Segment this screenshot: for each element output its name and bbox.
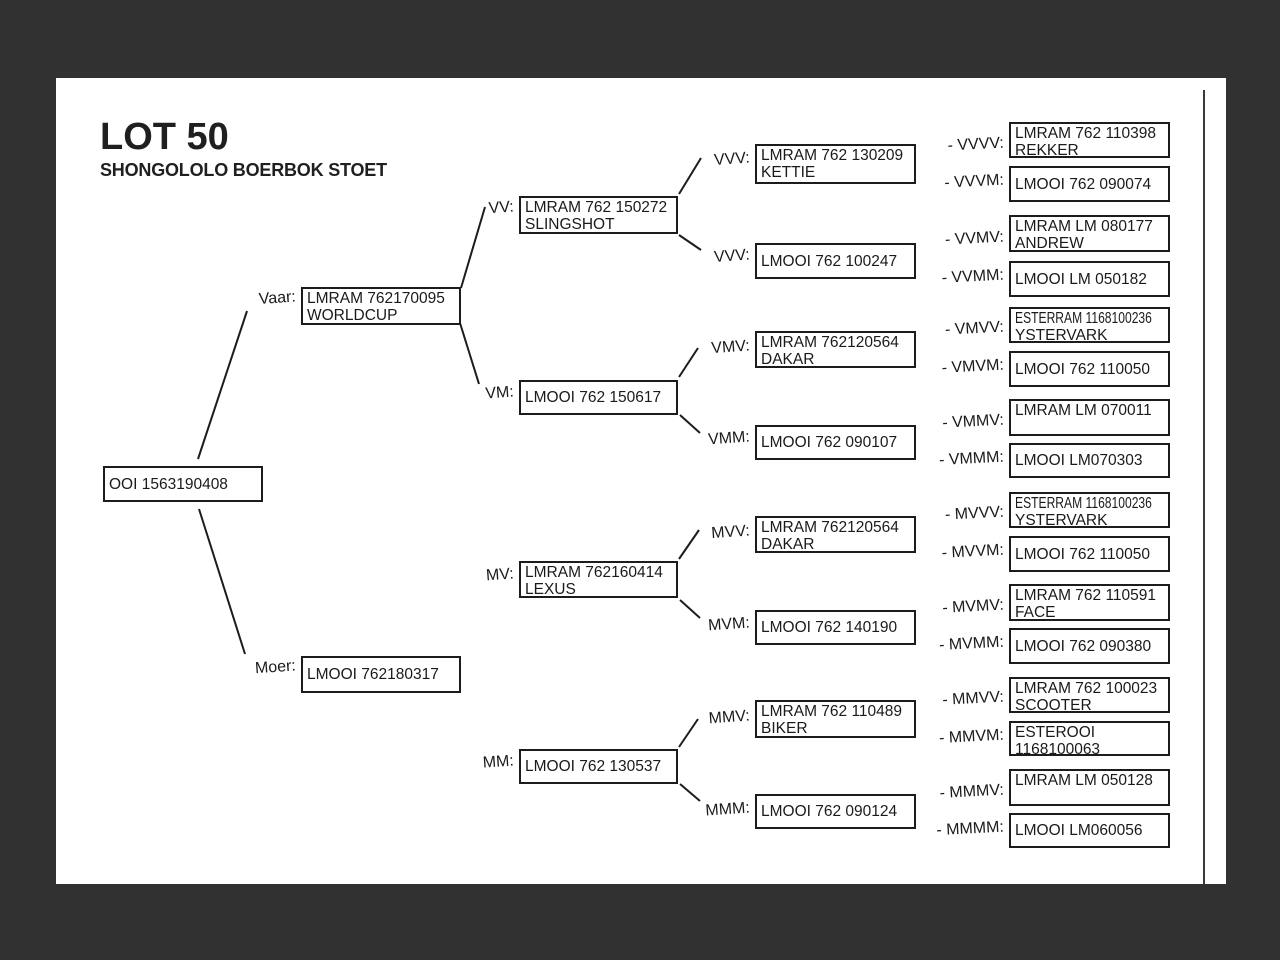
relation-label-mvvm: - MVVM: bbox=[941, 541, 1005, 562]
animal-name: YSTERVARK bbox=[1015, 512, 1108, 529]
animal-name: 1168100063 bbox=[1015, 741, 1101, 758]
animal-id: LMOOI 762 100247 bbox=[761, 252, 898, 270]
animal-id: LMRAM LM 070011 bbox=[1015, 402, 1152, 419]
animal-id: LMRAM 762120564 bbox=[761, 334, 899, 351]
animal-id: LMRAM 762 150272 bbox=[525, 199, 668, 216]
animal-id: LMOOI LM070303 bbox=[1015, 452, 1143, 469]
pedigree-box-vmvv bbox=[1009, 307, 1170, 343]
animal-name: BIKER bbox=[761, 720, 808, 737]
relation-label-mvm: MVM: bbox=[707, 614, 751, 635]
relation-label-mmm: MMM: bbox=[704, 799, 751, 820]
pedigree-box-subject bbox=[103, 466, 263, 502]
animal-name: DAKAR bbox=[761, 351, 815, 368]
animal-id: LMRAM 762 110591 bbox=[1015, 587, 1157, 604]
animal-id: LMRAM LM 050128 bbox=[1015, 772, 1153, 789]
relation-label-vmvm: - VMVM: bbox=[941, 356, 1005, 377]
relation-label-vvv-sire: VVV: bbox=[713, 149, 751, 169]
pedigree-box-vmvm bbox=[1009, 351, 1170, 387]
relation-label-vmmm: - VMMM: bbox=[938, 448, 1005, 469]
animal-id: LMOOI LM 050182 bbox=[1015, 270, 1147, 288]
animal-name: SLINGSHOT bbox=[525, 216, 615, 233]
relation-label-vv: VV: bbox=[488, 198, 515, 218]
relation-label-mvmv: - MVMV: bbox=[941, 596, 1005, 617]
animal-id: LMOOI 762 130537 bbox=[525, 758, 662, 775]
pedigree-box-vmmm bbox=[1009, 443, 1170, 478]
animal-name: SCOOTER bbox=[1015, 697, 1092, 714]
pedigree-box-mv bbox=[519, 561, 678, 598]
animal-id: LMOOI 762 110050 bbox=[1015, 360, 1150, 378]
pedigree-box-mm bbox=[519, 749, 678, 784]
relation-label-mm: MM: bbox=[482, 752, 515, 772]
relation-label-mmvm: - MMVM: bbox=[938, 726, 1005, 747]
relation-label-vmvv: - VMVV: bbox=[944, 318, 1005, 339]
pedigree-box-mvvv bbox=[1009, 492, 1170, 528]
animal-id: LMOOI 762 150617 bbox=[525, 389, 662, 406]
relation-label-mvmm: - MVMM: bbox=[938, 633, 1005, 654]
animal-id: LMRAM 762170095 bbox=[307, 290, 445, 307]
relation-label-mmmm: - MMMM: bbox=[936, 818, 1005, 840]
relation-label-vvvm: - VVVM: bbox=[943, 171, 1005, 192]
animal-id: LMOOI 762 090074 bbox=[1015, 175, 1152, 193]
relation-label-vmm: VMM: bbox=[707, 428, 751, 449]
animal-id: LMRAM 762 130209 bbox=[761, 147, 904, 164]
relation-label-mmv: MMV: bbox=[708, 707, 751, 728]
animal-id: OOI 1563190408 bbox=[109, 475, 228, 493]
pedigree-box-vv bbox=[519, 196, 678, 234]
relation-label-vvvv: - VVVV: bbox=[947, 134, 1005, 155]
pedigree-box-mvvm bbox=[1009, 536, 1170, 572]
animal-id: LMRAM 762 110489 bbox=[761, 703, 903, 720]
relation-label-mvv: MVV: bbox=[710, 522, 751, 543]
animal-name: DAKAR bbox=[761, 536, 815, 553]
animal-name: YSTERVARK bbox=[1015, 327, 1108, 344]
animal-id: LMOOI 762180317 bbox=[307, 666, 439, 683]
relation-label-vaar: Vaar: bbox=[258, 288, 297, 309]
relation-label-mv: MV: bbox=[485, 565, 515, 585]
pedigree-box-vmmv bbox=[1009, 399, 1170, 436]
stud-name-subtitle: SHONGOLOLO BOERBOK STOET bbox=[100, 160, 387, 180]
lot-title: LOT 50 bbox=[100, 116, 229, 158]
animal-id: LMOOI 762 090107 bbox=[761, 434, 898, 451]
animal-name: REKKER bbox=[1015, 142, 1079, 159]
animal-name: ANDREW bbox=[1015, 235, 1084, 252]
relation-label-moer: Moer: bbox=[254, 657, 297, 678]
pedigree-box-vaar bbox=[301, 287, 461, 325]
animal-name: LEXUS bbox=[525, 581, 576, 598]
animal-id: LMRAM 762160414 bbox=[525, 564, 663, 581]
animal-id: ESTERRAM 1168100236 bbox=[1015, 495, 1152, 512]
pedigree-box-mvmm bbox=[1009, 628, 1170, 664]
animal-id: ESTEROOI bbox=[1015, 724, 1096, 741]
catalog-page bbox=[56, 78, 1226, 884]
animal-id: LMRAM LM 080177 bbox=[1015, 218, 1153, 235]
animal-id: LMRAM 762120564 bbox=[761, 519, 899, 536]
pedigree-box-vvvm bbox=[1009, 166, 1170, 202]
animal-id: LMRAM 762 110398 bbox=[1015, 125, 1157, 142]
relation-label-mvvv: - MVVV: bbox=[944, 503, 1005, 524]
pedigree-box-moer bbox=[301, 656, 461, 693]
animal-id: LMOOI 762 090124 bbox=[761, 803, 898, 820]
pedigree-box-vvmm bbox=[1009, 261, 1170, 297]
animal-name: KETTIE bbox=[761, 164, 816, 181]
page-margin-rule bbox=[1203, 90, 1205, 884]
animal-id: LMOOI 762 140190 bbox=[761, 619, 898, 636]
animal-name: WORLDCUP bbox=[307, 307, 398, 324]
pedigree-box-mvmv bbox=[1009, 584, 1170, 621]
relation-label-vvmm: - VVMM: bbox=[941, 266, 1005, 287]
animal-id: LMOOI 762 090380 bbox=[1015, 637, 1152, 655]
pedigree-box-mmmm bbox=[1009, 813, 1170, 848]
pedigree-box-mmvm bbox=[1009, 721, 1170, 756]
pedigree-box-vvvv bbox=[1009, 122, 1170, 158]
pedigree-box-mmvv bbox=[1009, 677, 1170, 713]
relation-label-mmvv: - MMVV: bbox=[941, 688, 1005, 709]
animal-name: FACE bbox=[1015, 604, 1056, 621]
relation-label-mmmv: - MMMV: bbox=[939, 781, 1005, 802]
animal-id: LMOOI LM060056 bbox=[1015, 822, 1143, 839]
animal-id: ESTERRAM 1168100236 bbox=[1015, 310, 1152, 327]
pedigree-box-vvmv bbox=[1009, 215, 1170, 252]
relation-label-vm: VM: bbox=[484, 383, 515, 403]
pedigree-box-mmmv bbox=[1009, 769, 1170, 806]
animal-id: LMOOI 762 110050 bbox=[1015, 545, 1150, 563]
relation-label-vvmv: - VVMV: bbox=[944, 228, 1005, 249]
relation-label-vmmv: - VMMV: bbox=[941, 411, 1005, 432]
pedigree-box-vm bbox=[519, 380, 678, 415]
relation-label-vmv: VMV: bbox=[710, 337, 751, 358]
relation-label-vvv-dam: VVV: bbox=[713, 246, 751, 266]
animal-id: LMRAM 762 100023 bbox=[1015, 680, 1158, 697]
